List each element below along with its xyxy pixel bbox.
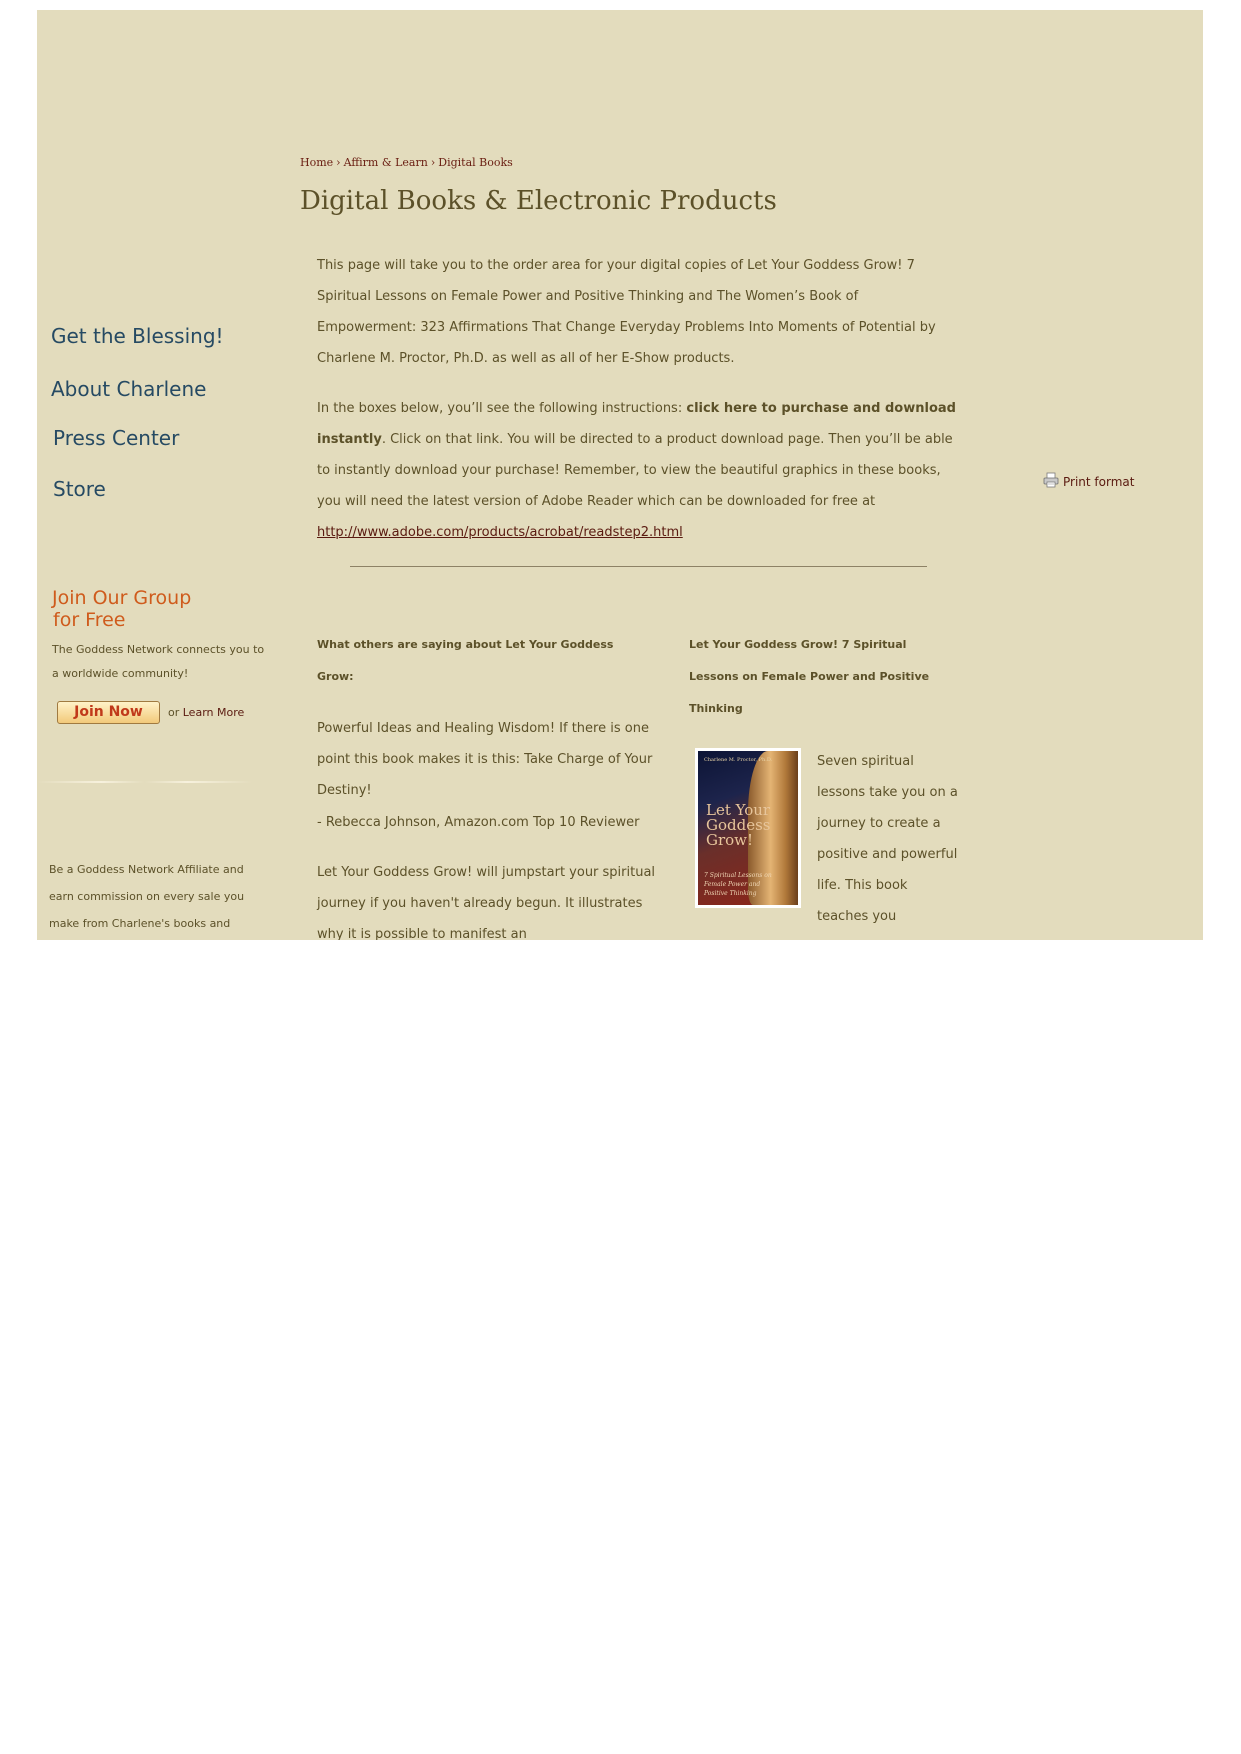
review-quote: Powerful Ideas and Healing Wisdom! If there is one point this book makes it is this: Take Charge of Your Destiny! — [317, 721, 653, 798]
print-format-link[interactable] — [1043, 472, 1134, 489]
join-group-title — [52, 587, 191, 631]
reviews-heading: What others are saying about Let Your Goddess Grow: — [317, 638, 614, 683]
instructions-text-continued: . Click on that link. You will be directed to a product download page. Then you’ll be able to instantly download your purchase! Remember, to view the beautiful graphics in these books, you will need the latest version of Adobe Reader which can be downloaded for free at — [317, 432, 953, 509]
instructions-paragraph — [317, 393, 957, 548]
book-cover[interactable] — [695, 748, 801, 908]
breadcrumb — [300, 156, 513, 169]
intro-paragraph: This page will take you to the order area for your digital copies of Let Your Goddess Grow! 7 Spiritual Lessons on Female Power and Positive Thinking and The Women’s Book of Empowerment: 323 Affirmations That Change Everyday Problems Into Moments of Potential by Charlene M. Proctor, Ph.D. as well as all of her E-Show products. — [317, 258, 936, 366]
join-now-button[interactable]: Join Now — [57, 701, 160, 724]
section-divider — [350, 566, 927, 567]
adobe-reader-link[interactable]: http://www.adobe.com/products/acrobat/readstep2.html — [317, 525, 683, 540]
breadcrumb-separator: › — [430, 156, 436, 169]
nav-about-charlene[interactable]: About Charlene — [51, 377, 207, 401]
page-title: Digital Books & Electronic Products — [300, 186, 777, 216]
book-heading: Let Your Goddess Grow! 7 Spiritual Lessons on Female Power and Positive Thinking — [689, 638, 930, 715]
nav-press-center[interactable]: Press Center — [53, 426, 180, 450]
nav-get-the-blessing[interactable]: Get the Blessing! — [51, 324, 224, 348]
book-cover-subtitle: 7 Spiritual Lessons on Female Power and Positive Thinking — [704, 872, 772, 897]
join-group-title-line1: Join Our Group — [52, 587, 192, 609]
breadcrumb-separator: › — [336, 156, 341, 169]
nav-store[interactable]: Store — [53, 477, 106, 501]
affiliate-text: Be a Goddess Network Affiliate and earn commission on every sale you make from Charlene's books and — [49, 863, 245, 930]
print-format-label: Print format — [1063, 475, 1135, 489]
printer-icon — [1043, 472, 1059, 488]
breadcrumb-affirm-learn[interactable]: Affirm & Learn — [343, 156, 428, 169]
instructions-text: In the boxes below, you’ll see the following instructions: — [317, 401, 687, 416]
book-cover-author: Charlene M. Proctor, Ph.D. — [704, 757, 773, 763]
join-group-description: The Goddess Network connects you to a worldwide community! — [52, 643, 265, 680]
or-text: or — [168, 706, 183, 719]
breadcrumb-digital-books[interactable]: Digital Books — [438, 156, 513, 169]
learn-more-row — [168, 706, 244, 719]
breadcrumb-home[interactable]: Home — [300, 156, 334, 169]
join-group-title-line2: for Free — [53, 609, 126, 631]
review-author: - Rebecca Johnson, Amazon.com Top 10 Reviewer — [317, 815, 640, 830]
sidebar-divider — [37, 781, 252, 783]
review-description: Let Your Goddess Grow! will jumpstart your spiritual journey if you haven't already begun. It illustrates why it is possible to manifest an — [317, 865, 656, 940]
learn-more-link[interactable]: Learn More — [182, 706, 245, 719]
book-description: Seven spiritual lessons take you on a journey to create a positive and powerful life. This book teaches you — [817, 754, 958, 924]
book-cover-title: Let Your Goddess Grow! — [706, 801, 771, 849]
page-panel — [37, 10, 1203, 940]
book-cover-art — [698, 751, 798, 905]
instructions-bold: click here to purchase and download instantly — [317, 401, 956, 447]
